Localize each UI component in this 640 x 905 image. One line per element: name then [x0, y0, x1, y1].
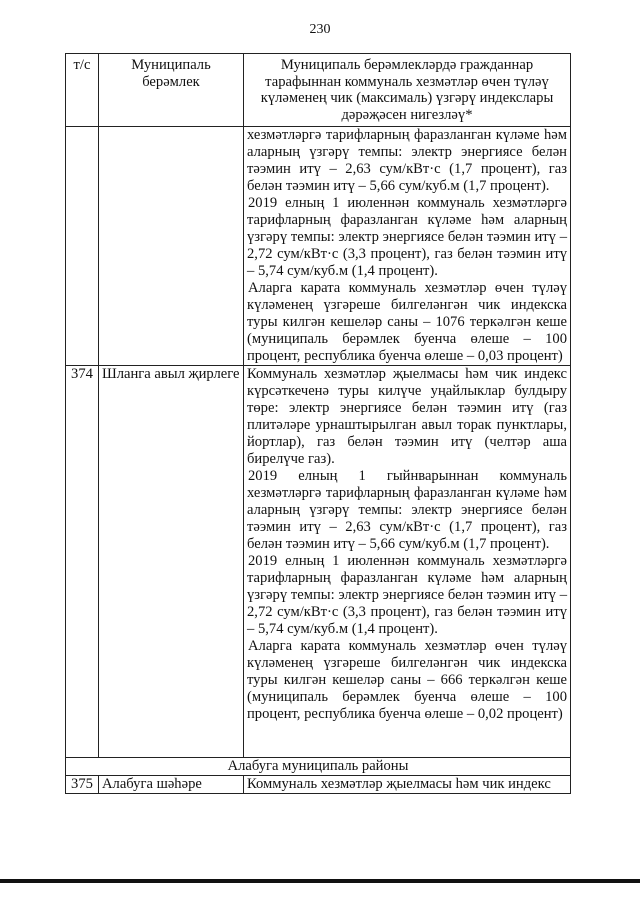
page-number: 230	[309, 22, 331, 37]
table-row	[66, 366, 571, 758]
table-row	[66, 776, 571, 794]
cell-num-empty	[66, 127, 99, 366]
row-description	[244, 366, 571, 758]
region-header-row	[66, 758, 571, 776]
cell-description-continuation	[244, 127, 571, 366]
paragraph: хезмәтләргә тарифларның фаразланган күләме һәм аларның үзгәрү темпы: электр энергиясе белән тәэмин итү – 2,63 сум/кВт·с (1,7 процент), газ белән тәэмин итү – 5,66 сум/куб.м (1,7 процент).	[247, 127, 567, 194]
row-municipality: Шланга авыл җирлеге	[99, 366, 244, 758]
row-municipality: Алабуга шәһәре	[99, 776, 244, 794]
tariff-table	[65, 53, 571, 794]
header-description: Муниципаль берәмлекләрдә гражданнар тарафыннан коммуналь хезмәтләр өчен түләү күләменең чик (максималь) үзгәрү индекслары дәрәҗәсен нигезләү*	[244, 54, 571, 127]
paragraph: 2019 елның 1 гыйнварыннан коммуналь хезмәтләргә тарифларның фаразланган күләме һәм аларның үзгәрү темпы: электр энергиясе белән тәэмин итү – 2,63 сум/кВт·с (1,7 процент), газ белән тәэмин итү – 5,66 сум/куб.м (1,7 процент).	[247, 468, 567, 552]
row-num: 375	[66, 776, 99, 794]
paragraph: 2019 елның 1 июленнән коммуналь хезмәтләргә тарифларның фаразланган күләме һәм аларның үзгәрү темпы: электр энергиясе белән тәэмин итү – 2,72 сум/кВт·с (3,3 процент), газ белән тәэмин итү – 5,74 сум/куб.м (1,4 процент).	[247, 553, 567, 637]
bottom-divider	[0, 879, 640, 883]
header-num: т/с	[66, 54, 99, 127]
header-municipality: Муниципаль берәмлек	[99, 54, 244, 127]
row-description: Коммуналь хезмәтләр җыелмасы һәм чик индекс	[244, 776, 571, 794]
cell-name-empty	[99, 127, 244, 366]
paragraph: Коммуналь хезмәтләр җыелмасы һәм чик индекс күрсәткеченә туры килүче уңайлыклар булдыру төре: электр энергиясе белән тәэмин итү (газ плитәләре урнаштырылган авыл торак пунктлары, йортлар), газ белән тәэмин итү (челтәр аша бирелүче газ).	[247, 366, 567, 467]
region-header: Алабуга муниципаль районы	[66, 758, 571, 776]
table-header-row	[66, 54, 571, 127]
paragraph: 2019 елның 1 июленнән коммуналь хезмәтләргә тарифларның фаразланган күләме һәм аларның үзгәрү темпы: электр энергиясе белән тәэмин итү – 2,72 сум/кВт·с (3,3 процент), газ белән тәэмин итү – 5,74 сум/куб.м (1,4 процент).	[247, 195, 567, 279]
row-num: 374	[66, 366, 99, 758]
paragraph: Аларга карата коммуналь хезмәтләр өчен түләү күләменең үзгәреше билгеләнгән чик индекска туры килгән кешеләр саны – 1076 теркәлгән кеше (муниципаль берәмлек буенча өлеше – 100 процент, республика буенча өлеше – 0,03 процент)	[247, 280, 567, 364]
table-row-continuation	[66, 127, 571, 366]
paragraph: Аларга карата коммуналь хезмәтләр өчен түләү күләменең үзгәреше билгеләнгән чик индекска туры килгән кешеләр саны – 666 теркәлгән кеше (муниципаль берәмлек буенча өлеше – 100 процент, республика буенча өлеше – 0,02 процент)	[247, 638, 567, 722]
